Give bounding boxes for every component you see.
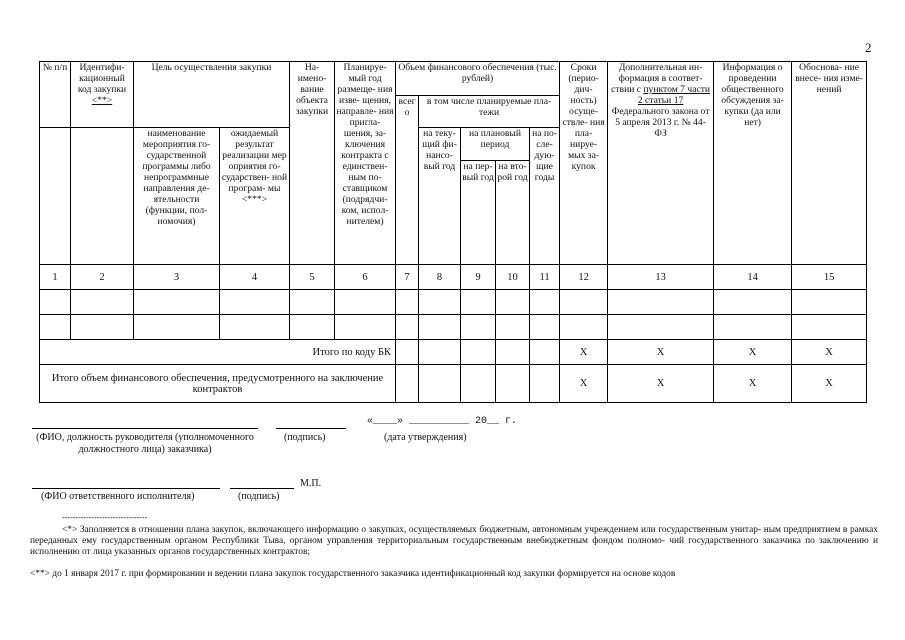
header-additional-info xyxy=(608,62,714,265)
table-row xyxy=(40,315,867,340)
header-id-code xyxy=(71,62,134,128)
executor-label: (ФИО ответственного исполнителя) xyxy=(41,491,195,502)
signature-line-2 xyxy=(230,488,294,489)
footnote-2: <**> до 1 января 2017 г. при формировании и ведении плана закупок государственного заказчика идентификационный код закупки формируется на основе кодов xyxy=(30,569,676,579)
total-mark: X xyxy=(792,365,867,403)
signature-label-2: (подпись) xyxy=(238,491,280,502)
total-mark: X xyxy=(560,365,608,403)
header-current-year: на теку- щий фи- нансо- вый год xyxy=(419,127,461,265)
total-mark: X xyxy=(714,365,792,403)
page-number: 2 xyxy=(865,40,872,55)
header-total: всег о xyxy=(396,96,419,265)
total-contracts-row xyxy=(40,365,867,403)
signature-label: (подпись) xyxy=(284,432,326,443)
procurement-plan-table xyxy=(39,61,867,403)
approval-date-label: (дата утверждения) xyxy=(384,432,467,443)
header-change-justification: Обоснова- ние внесе- ния изме- нений xyxy=(792,62,867,265)
column-number: 13 xyxy=(608,265,714,290)
footnote-ref-link[interactable]: <**> xyxy=(91,95,113,106)
column-number: 7 xyxy=(396,265,419,290)
column-number: 1 xyxy=(40,265,71,290)
column-number: 14 xyxy=(714,265,792,290)
header-program-activity: наименование мероприятия го- сударственной программы либо непрограммные направления де- ятельности (функции, пол- номочия) xyxy=(134,127,220,265)
table-row xyxy=(40,290,867,315)
column-number: 11 xyxy=(530,265,560,290)
header-planning-period: на плановый период xyxy=(461,127,530,160)
header-object-name: На- имено- вание объекта закупки xyxy=(290,62,335,265)
header-first-year: на пер- вый год xyxy=(461,161,496,265)
law-article-link[interactable]: пунктом 7 части 2 статьи 17 xyxy=(637,84,711,106)
column-number: 9 xyxy=(461,265,496,290)
header-expected-result: ожидаемый результат реализации мер оприятия го- сударствен- ной програм- мы <***> xyxy=(220,127,290,265)
total-mark: X xyxy=(608,340,714,365)
column-number: 3 xyxy=(134,265,220,290)
header-payments: в том числе планируемые пла- тежи xyxy=(419,96,560,127)
column-number: 2 xyxy=(71,265,134,290)
approval-date: «____» __________ 20__ г. xyxy=(367,416,518,427)
header-financing: Объем финансового обеспечения (тыс. рублей) xyxy=(396,62,560,96)
total-mark: X xyxy=(608,365,714,403)
header-following-years: на по- сле- дую- щие годы xyxy=(530,127,560,265)
header-id-code-cont xyxy=(71,127,134,265)
column-number: 5 xyxy=(290,265,335,290)
total-contracts-label: Итого объем финансового обеспечения, предусмотренного на заключение контрактов xyxy=(40,365,396,403)
header-number-cont xyxy=(40,127,71,265)
column-number: 15 xyxy=(792,265,867,290)
head-signature-line xyxy=(32,428,258,429)
column-number: 12 xyxy=(560,265,608,290)
total-kbk-row xyxy=(40,340,867,365)
total-mark: X xyxy=(792,340,867,365)
seal-mark: М.П. xyxy=(300,478,322,489)
total-mark: X xyxy=(560,340,608,365)
header-purpose: Цель осуществления закупки xyxy=(134,62,290,128)
total-kbk-label: Итого по коду БК xyxy=(40,340,396,365)
footnote-1: <*> Заполняется в отношении плана закупок, включающего информацию о закупках, осуществляемых бюджетным, автономным учреждением или государственным унитар- ным предприятием в рамках переданных ему государственным органом Республики Тыва, органом управления территориальным государственным внебюджетным фондом полномо- чий государственного заказчика по заключению и исполнению от лица указанных органов государственных контрактов; xyxy=(30,525,878,557)
header-terms: Сроки (перио- дич- ность) осуще- ствле- ния пла- нируе- мых за- купок xyxy=(560,62,608,265)
header-id-code-label: Идентифи- кационный код закупки xyxy=(77,62,127,95)
total-mark: X xyxy=(714,340,792,365)
executor-signature-line xyxy=(32,488,220,489)
header-number: № п/п xyxy=(40,62,71,128)
head-label: (ФИО, должность руководителя (уполномоченного должностного лица) заказчика) xyxy=(36,432,254,455)
footnote-separator: -------------------------------- xyxy=(62,513,148,522)
header-public-discussion: Информация о проведении общественного обсуждения за- купки (да или нет) xyxy=(714,62,792,265)
column-number: 6 xyxy=(335,265,396,290)
header-additional-info-b: Федерального закона от 5 апреля 2013 г. № 44-ФЗ xyxy=(611,106,710,139)
header-second-year: на вто- рой год xyxy=(496,161,530,265)
column-number: 10 xyxy=(496,265,530,290)
header-additional-info-a: Дополнительная ин- формация в соответ- ствии с xyxy=(611,62,703,95)
header-planned-year: Планируе- мый год размеще- ния изве- щения, направле- ния пригла- шения, за- ключения контракта с единствен- ным по- ставщиком (подрядчи- ком, испол- нителем) xyxy=(335,62,396,265)
signature-line xyxy=(276,428,346,429)
column-number: 8 xyxy=(419,265,461,290)
column-number: 4 xyxy=(220,265,290,290)
